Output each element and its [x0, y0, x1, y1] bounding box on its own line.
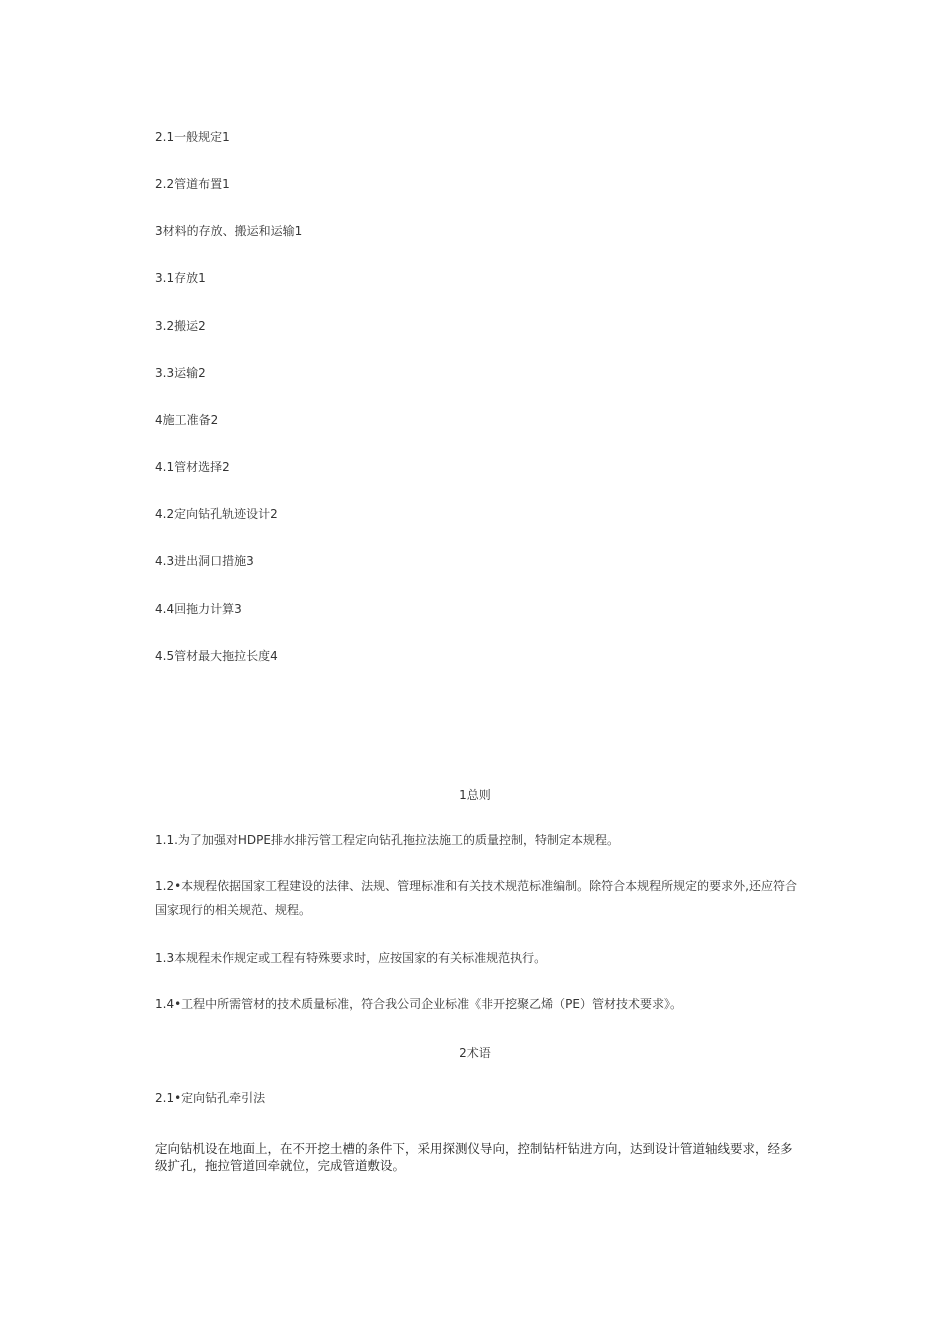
clause-1-3: 1.3本规程未作规定或工程有特殊要求时，应按国家的有关标准规范执行。	[155, 951, 547, 965]
toc-entry: 4.1管材选择2	[155, 460, 230, 474]
toc-entry: 4施工准备2	[155, 413, 219, 427]
toc-entry: 4.4回拖力计算3	[155, 602, 242, 616]
toc-entry: 3.1存放1	[155, 271, 206, 285]
toc-entry: 4.3进出洞口措施3	[155, 554, 254, 568]
clause-1-1: 1.1.为了加强对HDPE排水排污管工程定向钻孔拖拉法施工的质量控制，特制定本规程。	[155, 833, 619, 847]
toc-entry: 3材料的存放、搬运和运输1	[155, 224, 303, 238]
clause-1-2: 1.2•本规程依据国家工程建设的法律、法规、管理标准和有关技术规范标准编制。除符合本规程所规定的要求外,还应符合国家现行的相关规范、规程。	[155, 879, 797, 917]
toc-entry: 4.2定向钻孔轨迹设计2	[155, 507, 278, 521]
clause-1-4: 1.4•工程中所需管材的技术质量标准，符合我公司企业标准《非开挖聚乙烯（PE）管材技术要求》。	[155, 997, 682, 1011]
toc-entry: 4.5管材最大拖拉长度4	[155, 649, 278, 663]
toc-entry: 3.2搬运2	[155, 319, 206, 333]
toc-entry: 2.2管道布置1	[155, 177, 230, 191]
term-2-1-body: 定向钻机设在地面上，在不开挖土槽的条件下，采用探测仪导向，控制钻杆钻进方向，达到设计管道轴线要求，经多级扩孔，拖拉管道回牵就位，完成管道敷设。	[155, 1141, 793, 1173]
section-heading-terms: 2术语	[459, 1046, 491, 1060]
toc-entry: 2.1一般规定1	[155, 130, 230, 144]
toc-entry: 3.3运输2	[155, 366, 206, 380]
term-2-1-title: 2.1•定向钻孔牵引法	[155, 1091, 266, 1105]
section-heading-general: 1总则	[459, 788, 491, 802]
